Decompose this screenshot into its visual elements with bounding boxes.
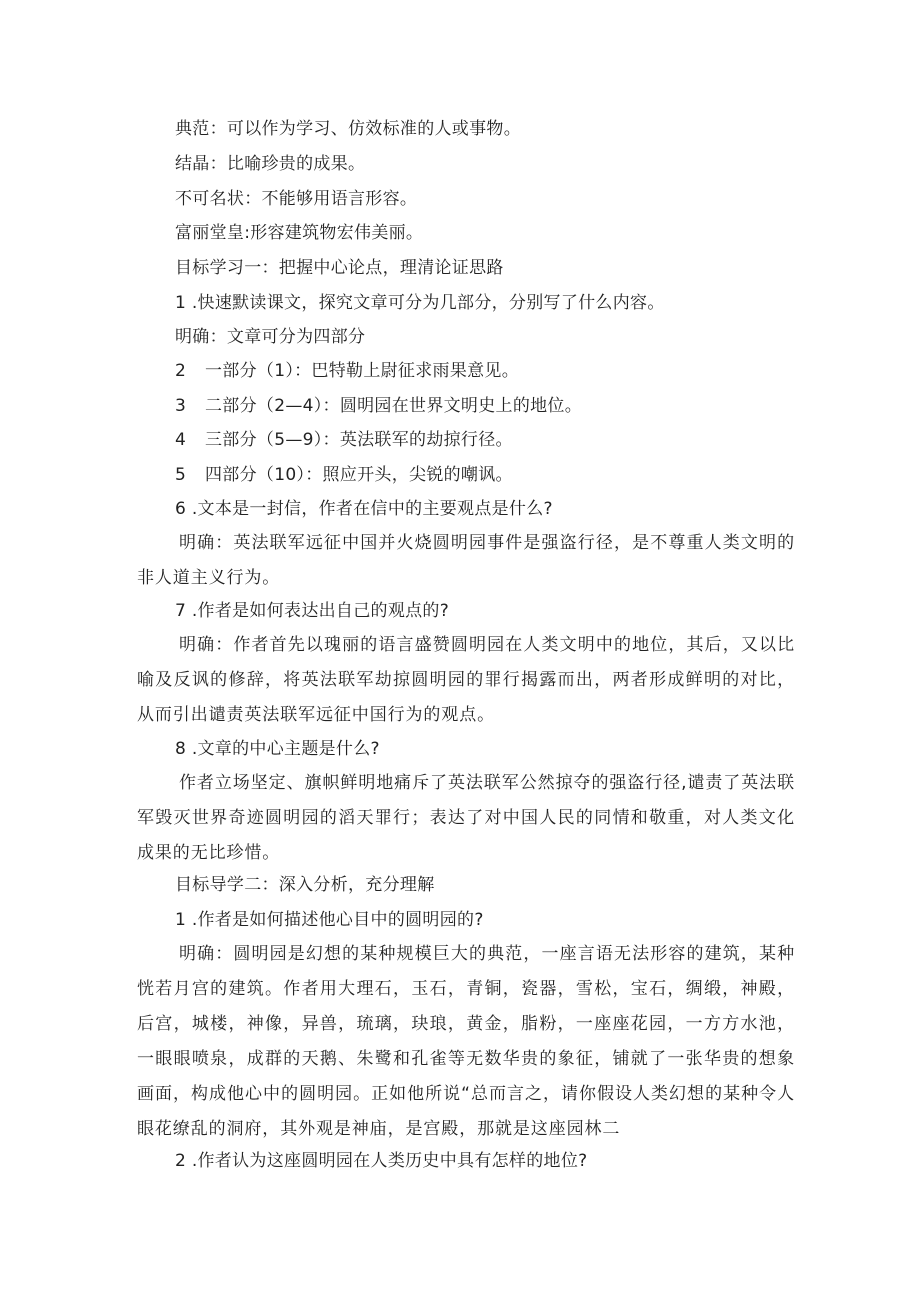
answer-1: 明确：文章可分为四部分 <box>175 327 366 347</box>
definition-bukemingzhuang: 不可名状：不能够用语言形容。 <box>175 189 418 209</box>
part-item-2 <box>175 395 582 417</box>
part-item-text: 四部分（10）：照应开头，尖锐的嘲讽。 <box>205 465 513 485</box>
goal-two-question-2: 2 .作者认为这座圆明园在人类历史中具有怎样的地位? <box>175 1151 588 1171</box>
definition-jiejing: 结晶：比喻珍贵的成果。 <box>175 154 366 174</box>
definition-fulitanghuang: 富丽堂皇:形容建筑物宏伟美丽。 <box>175 223 424 243</box>
part-item-number: 2 <box>175 361 187 381</box>
part-item-4 <box>175 464 513 486</box>
section-heading-goal-one: 目标学习一：把握中心论点，理清论证思路 <box>175 258 504 278</box>
part-item-3 <box>175 429 513 451</box>
question-6: 6 .文本是一封信，作者在信中的主要观点是什么? <box>175 499 553 519</box>
goal-two-answer-1: 明确：圆明园是幻想的某种规模巨大的典范，一座言语无法形容的建筑，某种恍若月宫的建筑。作者用大理石，玉石，青铜，瓷器，雪松，宝石，绸缎，神殿，后宫，城楼，神像，异兽，琉璃，玦琅，黄金，脂粉，一座座花园，一方方水池，一眼眼喷泉，成群的天鹅、朱鹭和孔雀等无数华贵的象征，铺就了一张华贵的想象画面，构成他心中的圆明园。正如他所说“总而言之，请你假设人类幻想的某种令人眼花缭乱的洞府，其外观是神庙，是宫殿，那就是这座园林二 <box>137 944 795 1139</box>
question-8: 8 .文章的中心主题是什么? <box>175 739 380 759</box>
part-item-1 <box>175 360 519 382</box>
part-item-text: 二部分（2—4）：圆明园在世界文明史上的地位。 <box>205 396 583 416</box>
part-item-number: 5 <box>175 465 187 485</box>
question-7: 7 .作者是如何表达出自己的观点的? <box>175 601 450 621</box>
section-heading-goal-two: 目标导学二：深入分析，充分理解 <box>175 875 435 895</box>
answer-7: 明确：作者首先以瑰丽的语言盛赞圆明园在人类文明中的地位，其后，又以比喻及反讽的修辞，将英法联军劫掠圆明园的罪行揭露而出，两者形成鲜明的对比，从而引出谴责英法联军远征中国行为的观点。 <box>137 635 795 725</box>
question-1: 1 .快速默读课文，探究文章可分为几部分，分别写了什么内容。 <box>175 293 665 313</box>
part-item-number: 3 <box>175 396 187 416</box>
part-item-text: 三部分（5—9）：英法联军的劫掠行径。 <box>205 430 513 450</box>
part-item-number: 4 <box>175 430 187 450</box>
definition-dianfan: 典范：可以作为学习、仿效标准的人或事物。 <box>175 119 521 139</box>
answer-8: 作者立场坚定、旗帜鲜明地痛斥了英法联军公然掠夺的强盗行径,谴责了英法联军毁灭世界奇迹圆明园的滔天罪行；表达了对中国人民的同情和敬重，对人类文化成果的无比珍惜。 <box>137 773 795 863</box>
part-item-text: 一部分（1）：巴特勒上尉征求雨果意见。 <box>205 361 520 381</box>
goal-two-question-1: 1 .作者是如何描述他心目中的圆明园的? <box>175 910 484 930</box>
answer-6: 明确：英法联军远征中国并火烧圆明园事件是强盗行径，是不尊重人类文明的非人道主义行为。 <box>137 533 795 588</box>
